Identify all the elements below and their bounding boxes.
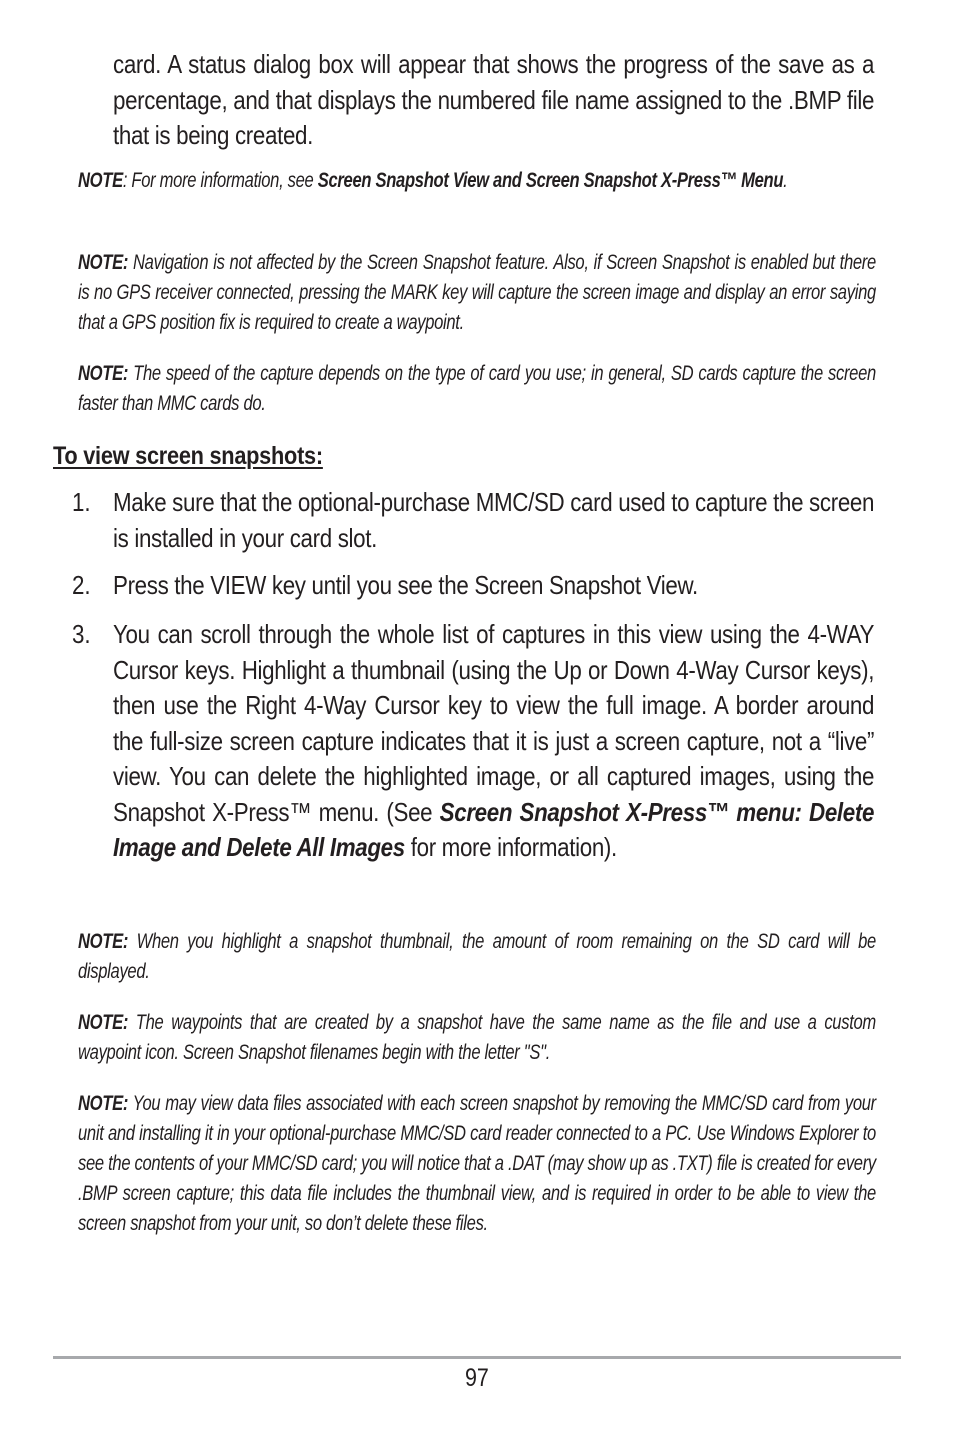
note-text-end: .: [783, 169, 788, 192]
note-reference: Screen Snapshot View and Screen Snapshot X-Press™ Menu: [317, 169, 784, 192]
note-label: NOTE:: [78, 930, 129, 953]
note-text: The speed of the capture depends on the type of card you use; in general, SD cards capture the screen faster than MMC cards do.: [78, 362, 876, 415]
note-capture-speed: [78, 359, 876, 419]
step-number: 1.: [72, 487, 91, 517]
page-number: [0, 1361, 954, 1395]
note-thumbnail-room: [78, 927, 876, 987]
note-label: NOTE: [78, 169, 123, 192]
step-number: 2.: [72, 570, 91, 600]
step-text: Press the VIEW key until you see the Screen Snapshot View.: [113, 570, 698, 600]
page-number-text: 97: [465, 1364, 489, 1392]
step-reference: Screen Snapshot X-Press™ menu: Delete Image and Delete All Images: [113, 796, 875, 862]
note-text: When you highlight a snapshot thumbnail, the amount of room remaining on the SD card will be displayed.: [78, 930, 876, 983]
step-text-body: You can scroll through the whole list of captures in this view using the 4-WAY Cursor keys. Highlight a thumbnail (using the Up or Down 4-Way Cursor keys), then use the Right 4-Way Cursor key to view the full image. A border around the full-size screen capture indicates that it is just a screen capture, not a “live” view. You can delete the highlighted image, or all captured images, using the Snapshot X-Press™ menu. (See: [113, 619, 875, 827]
section-heading: To view screen snapshots:: [53, 442, 323, 470]
note-text: Navigation is not affected by the Screen Snapshot feature. Also, if Screen Snapshot is enabled but there is no GPS receiver connected, pressing the MARK key will capture the screen image and display an error saying that a GPS position fix is required to create a waypoint.: [78, 251, 876, 334]
step-text-end: for more information).: [404, 832, 617, 862]
note-text: : For more information, see: [122, 169, 318, 192]
step-text: [113, 617, 874, 866]
note-label: NOTE:: [78, 362, 129, 385]
note-label: NOTE:: [78, 1011, 129, 1034]
continued-paragraph: card. A status dialog box will appear that shows the progress of the save as a percentage, and that displays the numbered file name assigned to the .BMP file that is being created.: [113, 49, 875, 150]
note-label: NOTE:: [78, 1092, 129, 1115]
note-text: The waypoints that are created by a snapshot have the same name as the file and use a custom waypoint icon. Screen Snapshot filenames begin with the letter "S".: [78, 1011, 876, 1064]
note-data-files: [78, 1089, 876, 1239]
note-text: You may view data files associated with each screen snapshot by removing the MMC/SD card from your unit and installing it in your optional-purchase MMC/SD card reader connected to a PC. Use Windows Explorer to see the contents of your MMC/SD card; you will notice that a .DAT (may show up as .TXT) file is created for every .BMP screen capture; this data file includes the thumbnail view, and is required in order to be able to view the screen snapshot from your unit, so don’t delete these files.: [78, 1092, 876, 1235]
note-waypoints: [78, 1008, 876, 1068]
note-label: NOTE:: [78, 251, 129, 274]
step-text: Make sure that the optional-purchase MMC/SD card used to capture the screen is installed in your card slot.: [113, 487, 875, 553]
note-more-information: [78, 166, 876, 196]
note-navigation: [78, 248, 876, 338]
footer-divider: [53, 1356, 901, 1359]
step-number: 3.: [72, 619, 91, 649]
